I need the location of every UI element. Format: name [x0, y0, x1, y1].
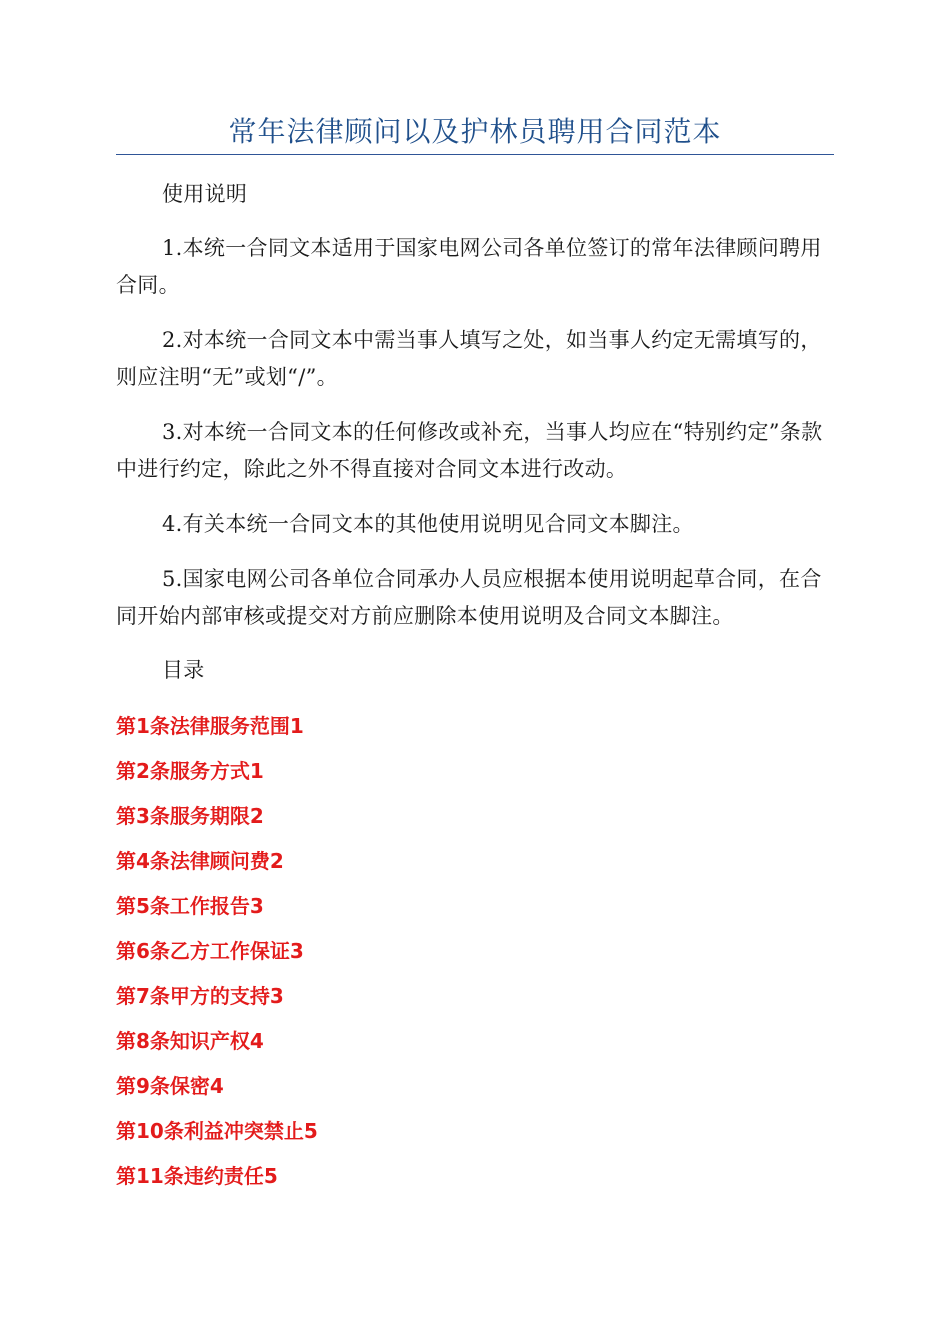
toc-item[interactable]: 第9条保密4 [116, 1074, 224, 1098]
table-of-contents [116, 706, 834, 1201]
instruction-item-4: 4.有关本统一合同文本的其他使用说明见合同文本脚注。 [162, 512, 694, 536]
toc-item[interactable]: 第3条服务期限2 [116, 804, 264, 828]
toc-item[interactable]: 第8条知识产权4 [116, 1029, 264, 1053]
toc-item[interactable]: 第7条甲方的支持3 [116, 984, 284, 1008]
instruction-item-1: 1.本统一合同文本适用于国家电网公司各单位签订的常年法律顾问聘用合同。 [116, 236, 822, 297]
toc-item[interactable]: 第6条乙方工作保证3 [116, 939, 304, 963]
instructions-heading: 使用说明 [162, 182, 248, 206]
toc-item[interactable]: 第1条法律服务范围1 [116, 714, 304, 738]
instruction-item-2: 2.对本统一合同文本中需当事人填写之处，如当事人约定无需填写的，则应注明“无”或划“/”。 [116, 328, 822, 389]
instruction-item-3: 3.对本统一合同文本的任何修改或补充，当事人均应在“特别约定”条款中进行约定，除此之外不得直接对合同文本进行改动。 [116, 420, 823, 481]
toc-item[interactable]: 第5条工作报告3 [116, 894, 264, 918]
document-title: 常年法律顾问以及护林员聘用合同范本 [228, 115, 722, 148]
toc-item[interactable]: 第10条利益冲突禁止5 [116, 1119, 318, 1143]
instruction-item-5: 5.国家电网公司各单位合同承办人员应根据本使用说明起草合同，在合同开始内部审核或提交对方前应删除本使用说明及合同文本脚注。 [116, 567, 822, 628]
toc-item[interactable]: 第11条违约责任5 [116, 1164, 278, 1188]
toc-item[interactable]: 第2条服务方式1 [116, 759, 264, 783]
toc-heading: 目录 [162, 658, 205, 682]
title-underline [116, 154, 834, 155]
toc-item[interactable]: 第4条法律顾问费2 [116, 849, 284, 873]
